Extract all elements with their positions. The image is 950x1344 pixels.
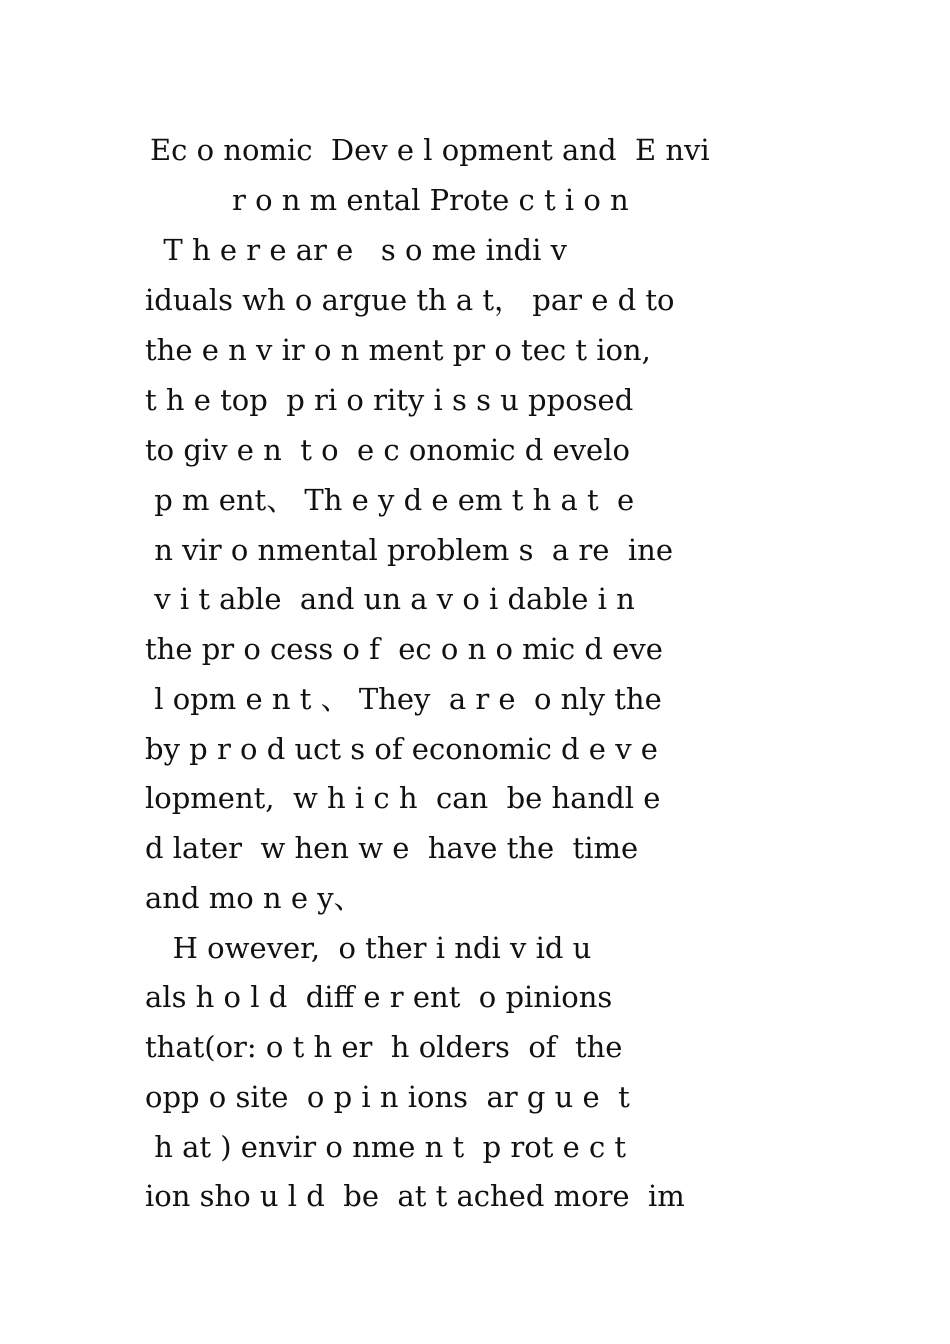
title-line-1: Ec o nomic Dev e l opment and E nvi [150,133,710,167]
body-line-16: als h o l d diff e r ent o pinions [145,980,613,1014]
body-line-18: opp o site o p i n ions ar g u e t [145,1080,630,1114]
body-line-8: v i t able and un a v o i dable i n [145,582,635,616]
body-line-13: d later w hen w e have the time [145,831,639,865]
body-line-12: lopment, w h i c h can be handl e [145,781,661,815]
body-line-19: h at ) envir o nme n t p rot e c t [145,1130,627,1164]
body-line-4: t h e top p ri o rity i s s u pposed [145,383,634,417]
body-line-5: to giv e n t o e c onomic d evelo [145,433,630,467]
body-line-7: n vir o nmental problem s a re ine [145,533,673,567]
body-line-20: ion sho u l d be at t ached more im [145,1179,685,1213]
body-line-2: iduals wh o argue th a t， par e d to [145,283,675,317]
body-line-10: l opm e n t 、 They a r e o nly the [145,682,662,716]
body-line-6: p m ent、 Th e y d e em t h a t e [145,483,635,517]
body-line-14: and mo n e y、 [145,881,363,915]
body-line-3: the e n v ir o n ment pr o tec t ion, [145,333,651,367]
body-line-11: by p r o d uct s of economic d e v e [145,732,658,766]
body-line-15: H owever, o ther i ndi v id u [145,931,592,965]
body-line-9: the pr o cess o f ec o n o mic d eve [145,632,663,666]
body-line-1: T h e r e ar e s o me indi v [145,233,567,267]
title-line-2: r o n m ental Prote c t i o n [232,183,629,217]
body-line-17: that(or: o t h er h olders of the [145,1030,623,1064]
